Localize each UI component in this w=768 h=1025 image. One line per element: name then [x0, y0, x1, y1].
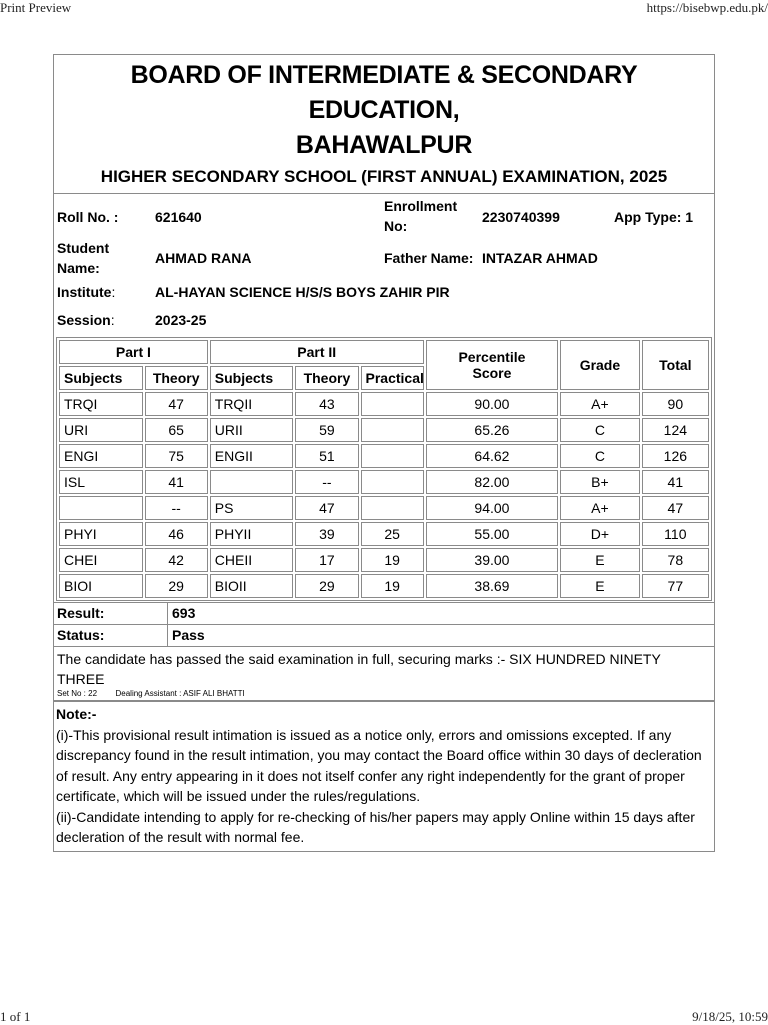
theory-part2: 39 — [295, 522, 358, 546]
app-type: App Type: 1 — [614, 209, 694, 225]
set-info — [54, 689, 714, 700]
table-row — [59, 574, 709, 598]
result-row — [54, 603, 714, 625]
board-title-line2: BAHAWALPUR — [295, 131, 473, 159]
student-info — [54, 193, 714, 335]
subject-part1: CHEI — [59, 548, 143, 572]
theory2-header: Theory — [295, 366, 358, 390]
practical-part2 — [361, 392, 424, 416]
dealing-assistant: Dealing Assistant : ASIF ALI BHATTI — [115, 689, 245, 698]
student-name: AHMAD RANA — [155, 250, 252, 266]
table-row — [59, 496, 709, 520]
student-label-2: Name: — [57, 260, 100, 276]
table-row — [59, 418, 709, 442]
total: 47 — [642, 496, 709, 520]
subject-part2: URII — [210, 418, 294, 442]
institute-name: AL-HAYAN SCIENCE H/S/S BOYS ZAHIR PIR — [155, 284, 450, 300]
percentile-score: 82.00 — [426, 470, 558, 494]
session-label: Session: — [57, 312, 115, 328]
father-name: INTAZAR AHMAD — [482, 250, 598, 266]
total: 78 — [642, 548, 709, 572]
grade: E — [560, 574, 639, 598]
student-label-1: Student — [57, 240, 110, 256]
total-header: Total — [642, 340, 709, 390]
grade: C — [560, 418, 639, 442]
practical-part2 — [361, 418, 424, 442]
status-row — [54, 625, 714, 647]
practical-part2 — [361, 496, 424, 520]
result-label: Result: — [54, 603, 168, 624]
subject-part2 — [210, 470, 294, 494]
status-value: Pass — [172, 627, 205, 643]
session-value: 2023-25 — [155, 312, 207, 328]
grade: E — [560, 548, 639, 572]
note-heading: Note:- — [56, 706, 97, 722]
practical-part2: 19 — [361, 548, 424, 572]
institute-row — [54, 278, 714, 307]
theory-part2: 17 — [295, 548, 358, 572]
subject-part1: TRQI — [59, 392, 143, 416]
subject-part2: PHYII — [210, 522, 294, 546]
theory-part1: -- — [145, 496, 208, 520]
subjects2-header: Subjects — [210, 366, 294, 390]
subject-part2: PS — [210, 496, 294, 520]
percentile-score: 94.00 — [426, 496, 558, 520]
enrollment-value: 2230740399 — [482, 209, 560, 225]
result-card — [53, 54, 715, 852]
status-label: Status: — [54, 625, 168, 646]
table-row — [59, 522, 709, 546]
father-label: Father Name: — [384, 250, 474, 266]
subject-part1: PHYI — [59, 522, 143, 546]
institute-label: Institute: — [57, 284, 116, 300]
subject-part2: ENGII — [210, 444, 294, 468]
theory-part2: 43 — [295, 392, 358, 416]
theory-part2: 29 — [295, 574, 358, 598]
board-title-line1: BOARD OF INTERMEDIATE & SECONDARY EDUCATION, — [130, 61, 638, 124]
percentile-score: 64.62 — [426, 444, 558, 468]
theory-part1: 42 — [145, 548, 208, 572]
total: 124 — [642, 418, 709, 442]
total: 77 — [642, 574, 709, 598]
table-row — [59, 392, 709, 416]
theory-part1: 29 — [145, 574, 208, 598]
practical-part2 — [361, 444, 424, 468]
total: 110 — [642, 522, 709, 546]
board-title — [54, 58, 714, 163]
percentile-score: 65.26 — [426, 418, 558, 442]
theory-part1: 65 — [145, 418, 208, 442]
part1-header: Part I — [59, 340, 208, 364]
total: 126 — [642, 444, 709, 468]
percentile-score: 90.00 — [426, 392, 558, 416]
practical-part2: 19 — [361, 574, 424, 598]
session-row — [54, 307, 714, 335]
subject-part2: BIOII — [210, 574, 294, 598]
theory-part1: 41 — [145, 470, 208, 494]
theory-part2: 47 — [295, 496, 358, 520]
percentile-score: 38.69 — [426, 574, 558, 598]
theory1-header: Theory — [145, 366, 208, 390]
grade: B+ — [560, 470, 639, 494]
theory-part1: 46 — [145, 522, 208, 546]
roll-row — [54, 194, 714, 240]
result-value: 693 — [172, 605, 196, 621]
roll-label: Roll No. : — [57, 209, 119, 225]
subject-part1: URI — [59, 418, 143, 442]
subjects1-header: Subjects — [59, 366, 143, 390]
total: 41 — [642, 470, 709, 494]
enrollment-label-1: Enrollment — [384, 198, 458, 214]
percentile-score: 55.00 — [426, 522, 558, 546]
subject-part2: TRQII — [210, 392, 294, 416]
grade: A+ — [560, 496, 639, 520]
grade: A+ — [560, 392, 639, 416]
theory-part2: 51 — [295, 444, 358, 468]
percentile-score: 39.00 — [426, 548, 558, 572]
subject-part1: BIOI — [59, 574, 143, 598]
grade: D+ — [560, 522, 639, 546]
subject-part1: ISL — [59, 470, 143, 494]
grade-header: Grade — [560, 340, 639, 390]
practical-part2: 25 — [361, 522, 424, 546]
subject-part2: CHEII — [210, 548, 294, 572]
page-count: 1 of 1 — [0, 1009, 31, 1024]
print-preview-title: Print Preview — [0, 0, 72, 15]
theory-part2: 59 — [295, 418, 358, 442]
note-section — [54, 700, 714, 851]
theory-part2: -- — [295, 470, 358, 494]
subject-part1 — [59, 496, 143, 520]
marks-table — [57, 338, 711, 600]
roll-value: 621640 — [155, 209, 202, 225]
set-no: Set No : 22 — [57, 689, 98, 698]
table-row — [59, 470, 709, 494]
subject-part1: ENGI — [59, 444, 143, 468]
note-point-1: (i)-This provisional result intimation is issued as a notice only, errors and omissions excepted. If any discrepancy found in the result intimation, you may contact the Board office within 30 days of decleration of result. Any entry appearing in it does not itself confer any right independently for the grant of proper certificate, which will be issued under the rules/regulations. — [56, 726, 702, 804]
practical-header: Practical — [361, 366, 424, 390]
exam-title: HIGHER SECONDARY SCHOOL (FIRST ANNUAL) EXAMINATION, 2025 — [100, 167, 668, 186]
percentile-header: Percentile Score — [426, 340, 558, 390]
page-url: https://bisebwp.edu.pk/ — [646, 0, 768, 15]
grade: C — [560, 444, 639, 468]
enrollment-label-2: No: — [384, 218, 408, 234]
result-summary — [54, 602, 714, 647]
table-row — [59, 444, 709, 468]
theory-part1: 75 — [145, 444, 208, 468]
note-point-2: (ii)-Candidate intending to apply for re-checking of his/her papers may apply Online within 15 days after decleration of the result with normal fee. — [56, 808, 695, 845]
theory-part1: 47 — [145, 392, 208, 416]
print-datetime: 9/18/25, 10:59 — [692, 1009, 768, 1024]
total: 90 — [642, 392, 709, 416]
marks-table-wrapper — [56, 337, 712, 601]
part2-header: Part II — [210, 340, 424, 364]
table-row — [59, 548, 709, 572]
result-statement: The candidate has passed the said examination in full, securing marks :- SIX HUNDRED NINETY THREE — [57, 651, 661, 687]
student-row — [54, 240, 714, 278]
practical-part2 — [361, 470, 424, 494]
